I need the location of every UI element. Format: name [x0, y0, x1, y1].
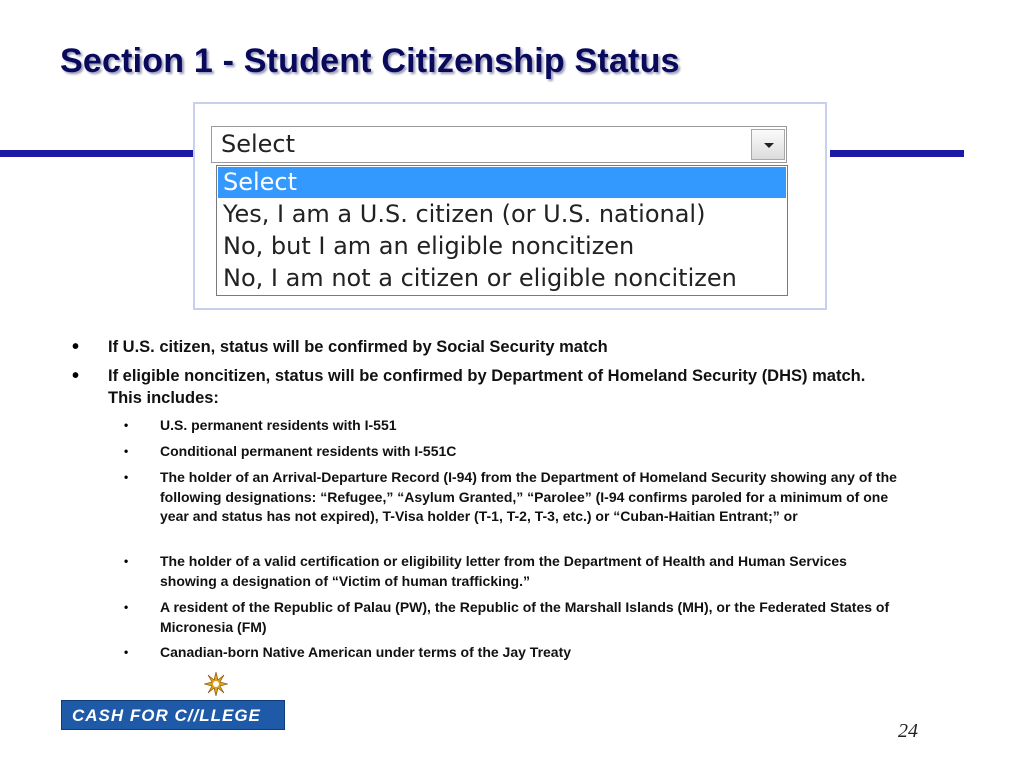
sub-bullet-i551c: Conditional permanent residents with I-551C	[160, 443, 457, 459]
option-eligible-noncitizen[interactable]: No, but I am an eligible noncitizen	[223, 232, 635, 260]
bullet-marker: •	[72, 365, 80, 387]
sub-bullet-marker: •	[124, 554, 129, 568]
bullet-ssn-match: If U.S. citizen, status will be confirmed by Social Security match	[108, 338, 608, 356]
cash-for-college-logo	[61, 672, 287, 732]
dropdown-arrow-icon[interactable]	[751, 129, 785, 160]
sub-bullet-marker: •	[124, 645, 129, 659]
sub-bullet-jay-treaty: Canadian-born Native American under terms of the Jay Treaty	[160, 644, 572, 660]
sub-bullet-i94: The holder of an Arrival-Departure Record (I-94) from the Department of Homeland Security showing any of the following designations: “Refugee,” “Asylum Granted,” “Parolee” (I-94 confirms paroled for a minimum of one year and status has not expired), T-Visa holder (T-1, T-2, T-3, etc.) or “Cuban-Haitian Entrant;” or	[160, 469, 897, 524]
sub-bullet-marker: •	[124, 600, 129, 614]
sub-bullet-palau-resident: A resident of the Republic of Palau (PW), the Republic of the Marshall Islands (MH), or the Federated States of Micronesia (FM)	[160, 599, 890, 635]
page-number: 24	[898, 720, 918, 742]
starburst-icon	[204, 672, 228, 696]
sub-bullet-marker: •	[124, 444, 129, 458]
citizenship-options-list	[216, 165, 788, 296]
sub-bullet-marker: •	[124, 418, 129, 432]
select-current-value: Select	[221, 130, 296, 158]
sub-bullet-marker: •	[124, 470, 129, 484]
slide-title: Section 1 - Student Citizenship Status	[60, 42, 680, 80]
sub-bullet-i551: U.S. permanent residents with I-551	[160, 417, 397, 433]
bullet-dhs-match: If eligible noncitizen, status will be confirmed by Department of Homeland Security (DHS) match. This includes:	[108, 367, 866, 407]
sub-bullet-hhs-letter: The holder of a valid certification or eligibility letter from the Department of Health and Human Services showing a designation of “Victim of human trafficking.”	[160, 553, 847, 589]
option-select[interactable]: Select	[218, 167, 786, 198]
bullet-marker: •	[72, 336, 80, 358]
citizenship-select[interactable]	[211, 126, 787, 163]
logo-text: CASH FOR C//LLEGE	[72, 706, 261, 725]
logo-bar	[61, 700, 285, 730]
option-not-citizen[interactable]: No, I am not a citizen or eligible noncitizen	[223, 264, 737, 292]
title-rule-left	[0, 150, 196, 157]
option-us-citizen[interactable]: Yes, I am a U.S. citizen (or U.S. national)	[223, 200, 706, 228]
title-rule-right	[830, 150, 964, 157]
